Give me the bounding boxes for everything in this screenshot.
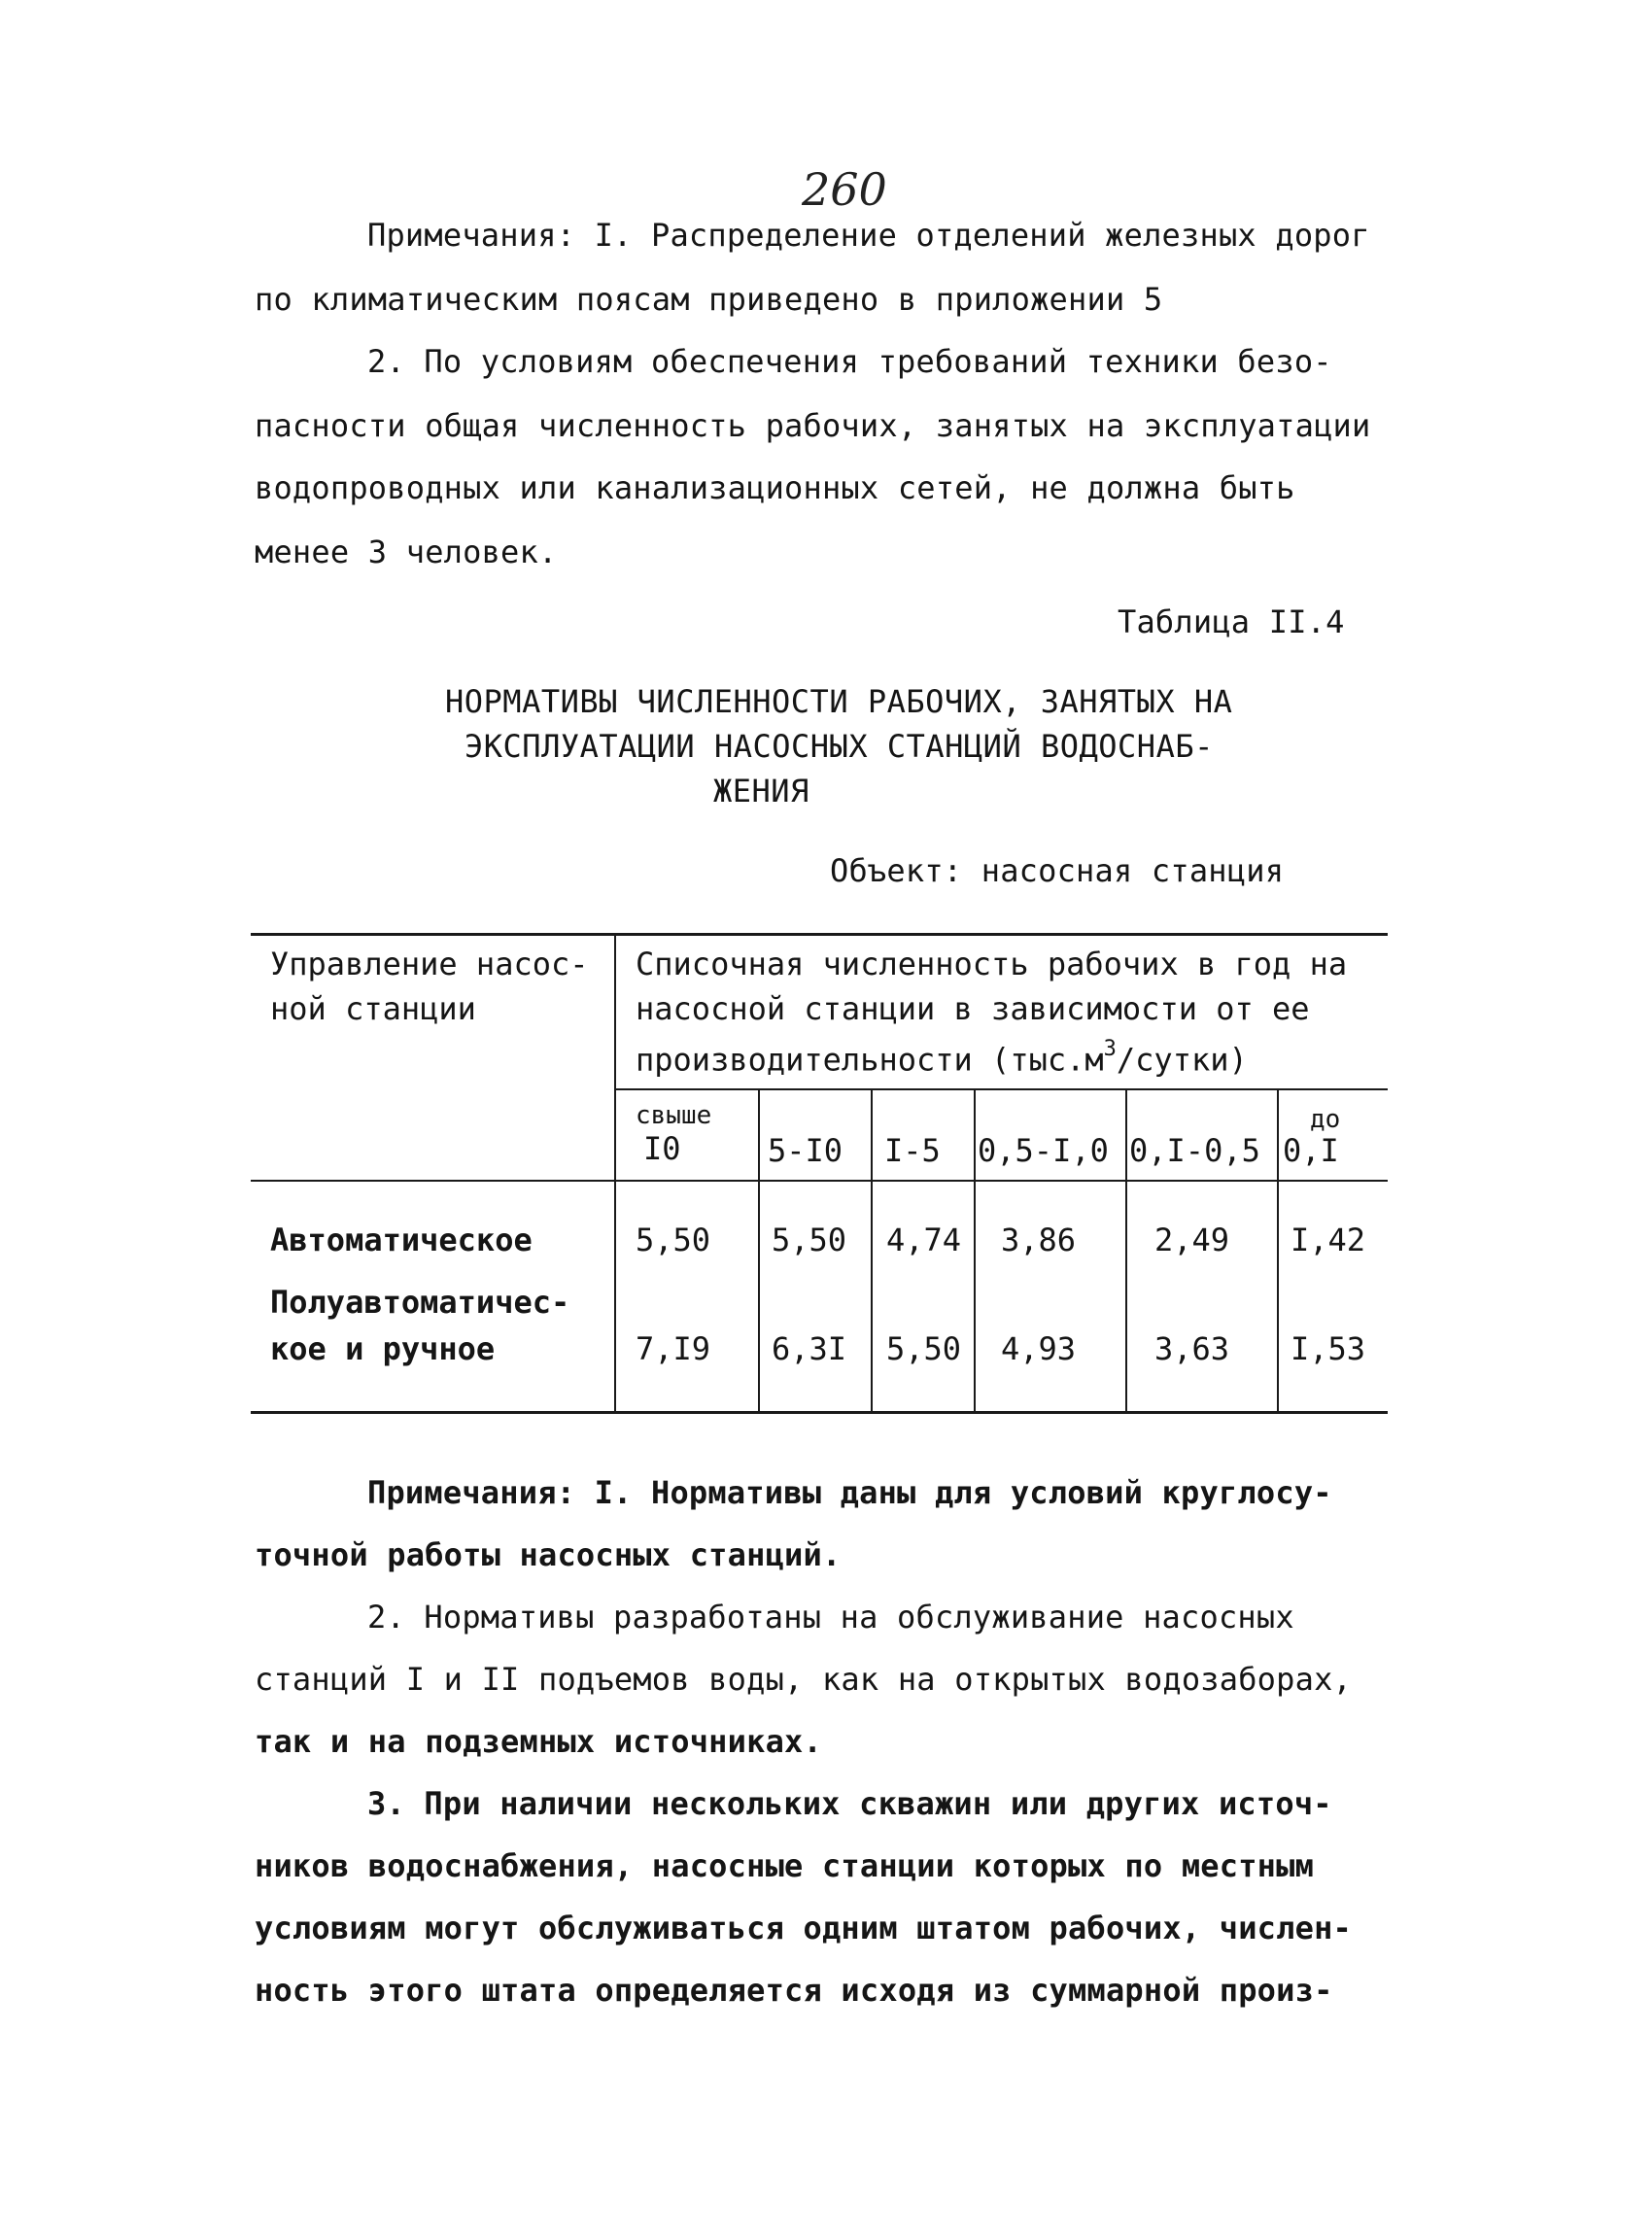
column-header-1-line-2: I0 <box>643 1130 681 1167</box>
column-header-6-line-1: до <box>1310 1105 1341 1134</box>
row-2-label-line-1: Полуавтоматичес- <box>270 1284 570 1321</box>
column-header-4: 0,5-I,0 <box>978 1132 1109 1169</box>
row-1-value-6: I,42 <box>1291 1222 1366 1258</box>
note-top-line-3: 2. По условиям обеспечения требований техники безо- <box>367 343 1332 380</box>
table-divider-label <box>614 933 616 1413</box>
note-bottom-line-7: ников водоснабжения, насосные станции которых по местным <box>255 1847 1315 1884</box>
group-header-line-1: Списочная численность рабочих в год на <box>636 946 1348 982</box>
row-2-value-5: 3,63 <box>1154 1330 1230 1367</box>
note-bottom-line-4: станций I и II подъемов воды, как на открытых водозаборах, <box>255 1661 1353 1698</box>
row-1-value-5: 2,49 <box>1154 1222 1230 1258</box>
note-bottom-line-5: так и на подземных источниках. <box>255 1723 822 1760</box>
note-bottom-line-9: ность этого штата определяется исходя из суммарной произ- <box>255 1972 1333 2009</box>
row-2-value-2: 6,3I <box>772 1330 847 1367</box>
note-top-line-2: по климатическим поясам приведено в приложении 5 <box>255 281 1163 318</box>
group-header-line-3: производительности $(тыс.м^3/сутки)$ <box>636 1037 1248 1079</box>
column-header-5: 0,I-0,5 <box>1129 1132 1260 1169</box>
row-2-value-6: I,53 <box>1291 1330 1366 1367</box>
table-title-line-3: ЖЕНИЯ <box>713 773 809 809</box>
group-header-line-2: насосной станции в зависимости от ее <box>636 990 1310 1027</box>
row-header-line-1: Управление насос- <box>270 946 589 982</box>
table-divider-1 <box>758 1088 760 1413</box>
row-1-value-2: 5,50 <box>772 1222 847 1258</box>
table-bottom-rule <box>251 1411 1388 1414</box>
table-divider-5 <box>1277 1088 1279 1413</box>
note-bottom-line-1: Примечания: I. Нормативы даны для условий круглосу- <box>367 1474 1332 1511</box>
note-bottom-line-2: точной работы насосных станций. <box>255 1536 842 1573</box>
table-title-line-2: ЭКСПЛУАТАЦИИ НАСОСНЫХ СТАНЦИЙ ВОДОСНАБ- <box>465 728 1214 765</box>
row-2-label-line-2: кое и ручное <box>270 1330 496 1367</box>
table-header-rule <box>251 1180 1388 1182</box>
column-header-3: I-5 <box>884 1132 941 1169</box>
column-header-2: 5-I0 <box>768 1132 843 1169</box>
table-label: Таблица II.4 <box>1118 603 1345 640</box>
table-top-rule <box>251 933 1388 936</box>
row-header-line-2: ной станции <box>270 990 476 1027</box>
row-2-value-3: 5,50 <box>886 1330 962 1367</box>
table-divider-3 <box>974 1088 976 1413</box>
note-top-line-5: водопроводных или канализационных сетей, не должна быть <box>255 469 1295 506</box>
table-divider-2 <box>871 1088 873 1413</box>
note-bottom-line-6: 3. При наличии нескольких скважин или других источ- <box>367 1785 1332 1822</box>
table-title-line-1: НОРМАТИВЫ ЧИСЛЕННОСТИ РАБОЧИХ, ЗАНЯТЫХ НА <box>445 683 1233 720</box>
note-bottom-line-8: условиям могут обслуживаться одним штатом рабочих, числен- <box>255 1910 1353 1946</box>
note-bottom-line-3: 2. Нормативы разработаны на обслуживание насосных <box>367 1599 1294 1635</box>
note-top-line-1: Примечания: I. Распределение отделений железных дорог <box>367 217 1370 254</box>
note-top-line-4: пасности общая численность рабочих, занятых на эксплуатации <box>255 407 1371 444</box>
row-1-value-1: 5,50 <box>636 1222 711 1258</box>
row-1-value-4: 3,86 <box>1001 1222 1077 1258</box>
row-2-value-1: 7,I9 <box>636 1330 711 1367</box>
row-1-label: Автоматическое <box>270 1222 533 1258</box>
table-subheader-rule <box>614 1088 1388 1090</box>
object-line: Объект: насосная станция <box>830 852 1285 889</box>
row-2-value-4: 4,93 <box>1001 1330 1077 1367</box>
row-1-value-3: 4,74 <box>886 1222 962 1258</box>
page-number: 260 <box>802 163 887 216</box>
column-header-6-line-2: 0,I <box>1283 1132 1339 1169</box>
table-divider-4 <box>1125 1088 1127 1413</box>
note-top-line-6: менее 3 человек. <box>255 534 558 570</box>
column-header-1-line-1: свыше <box>636 1101 712 1130</box>
